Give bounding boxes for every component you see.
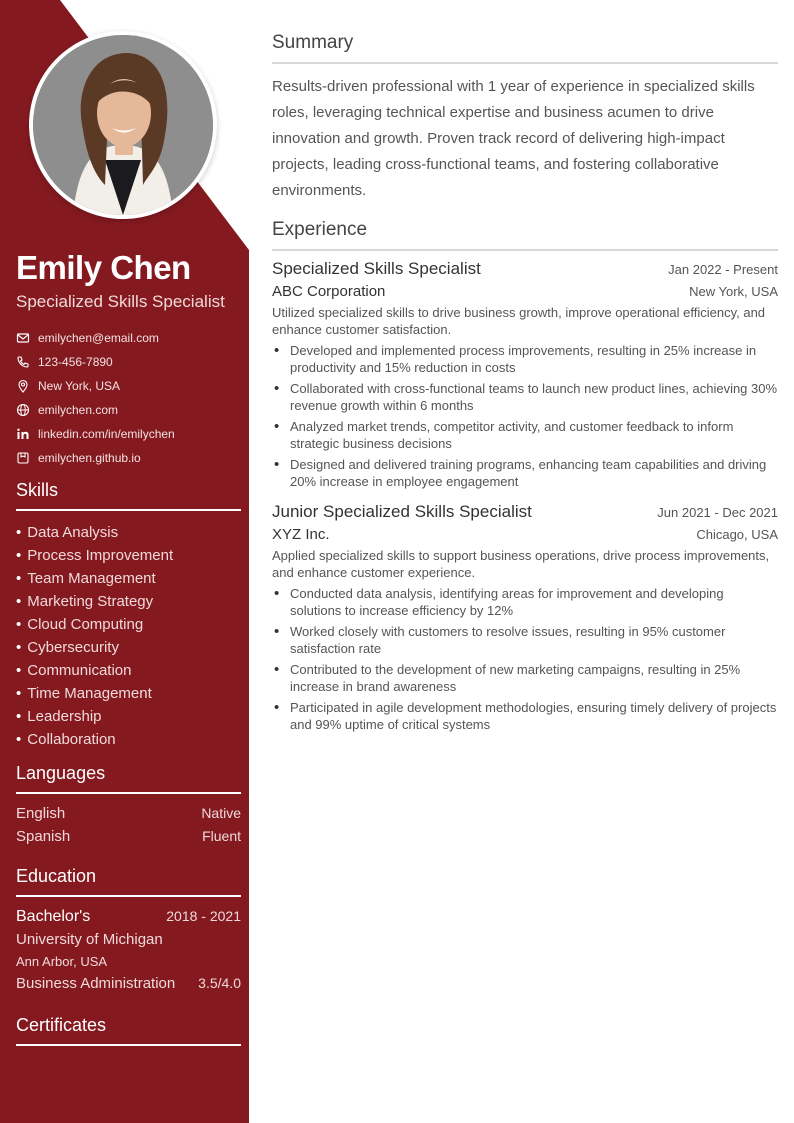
contact-github[interactable] (16, 446, 241, 470)
education-years: 2018 - 2021 (166, 908, 241, 924)
education-section (16, 866, 241, 995)
contact-website[interactable] (16, 398, 241, 422)
job-dates: Jan 2022 - Present (668, 262, 778, 277)
job-description: Applied specialized skills to support business operations, drive process improvements, and enhance customer experience. (272, 548, 770, 580)
contact-email[interactable] (16, 326, 241, 350)
education-heading: Education (16, 866, 241, 897)
list-item: • Designed and delivered training programs, enhancing team capabilities and driving 20% increase in employee engagement (272, 456, 778, 490)
mail-icon (16, 331, 30, 345)
job-description: Utilized specialized skills to drive business growth, improve operational efficiency, and enhance customer satisfaction. (272, 305, 766, 337)
summary-text: Results-driven professional with 1 year of experience in specialized skills roles, leveraging technical expertise and business acumen to drive innovation and growth. Proven track record of delivering high-impact projects, leading cross-functional teams, and fostering collaborative environments. (272, 78, 755, 199)
languages-section (16, 763, 241, 848)
job-bullets (272, 585, 778, 733)
sidebar (0, 0, 249, 1123)
skills-list (16, 521, 241, 751)
contact-website-text: emilychen.com (38, 403, 119, 417)
list-item: • Contributed to the development of new marketing campaigns, resulting in 25% increase in brand awareness (272, 661, 778, 695)
list-item: • Developed and implemented process improvements, resulting in 25% increase in productivity and 15% reduction in costs (272, 342, 778, 376)
list-item: • Collaborated with cross-functional teams to launch new product lines, achieving 30% revenue growth within 6 months (272, 380, 778, 414)
education-location: Ann Arbor, USA (16, 954, 108, 969)
list-item: • Communication (16, 659, 241, 682)
list-item: • Conducted data analysis, identifying areas for improvement and developing solutions to increase efficiency by 12% (272, 585, 778, 619)
experience-heading: Experience (272, 219, 778, 251)
list-item: • Worked closely with customers to resolve issues, resulting in 95% customer satisfaction rate (272, 623, 778, 657)
globe-icon (16, 403, 30, 417)
job-bullets (272, 342, 778, 490)
profile-photo (33, 35, 213, 215)
list-item: • Cybersecurity (16, 636, 241, 659)
contact-location-text: New York, USA (38, 379, 121, 393)
skills-heading: Skills (16, 480, 241, 511)
education-gpa: 3.5/4.0 (198, 975, 241, 991)
list-item: • Collaboration (16, 728, 241, 751)
job-title: Specialized Skills Specialist (272, 259, 481, 278)
experience-section (272, 219, 778, 737)
job-entry (272, 259, 778, 490)
contact-linkedin[interactable] (16, 422, 241, 446)
job-title: Junior Specialized Skills Specialist (272, 502, 532, 521)
job-location: Chicago, USA (696, 527, 778, 542)
job-location: New York, USA (689, 284, 778, 299)
contact-list (16, 326, 241, 470)
candidate-role: Specialized Skills Specialist (16, 292, 225, 311)
language-name: Spanish (16, 828, 71, 845)
education-school: University of Michigan (16, 931, 163, 948)
list-item: • Analyzed market trends, competitor activity, and customer feedback to inform strategic business decisions (272, 418, 778, 452)
summary-heading: Summary (272, 32, 778, 64)
job-company: XYZ Inc. (272, 526, 330, 543)
phone-icon (16, 355, 30, 369)
contact-linkedin-text: linkedin.com/in/emilychen (38, 427, 175, 441)
skills-section (16, 480, 241, 751)
language-row (16, 825, 241, 848)
list-item: • Leadership (16, 705, 241, 728)
github-icon (16, 451, 30, 465)
profile-photo-frame (29, 31, 217, 219)
contact-location (16, 374, 241, 398)
job-company: ABC Corporation (272, 283, 386, 300)
list-item: • Team Management (16, 567, 241, 590)
job-dates: Jun 2021 - Dec 2021 (657, 505, 778, 520)
education-field-row (16, 972, 241, 995)
language-row (16, 802, 241, 825)
language-level: Native (201, 805, 241, 821)
contact-email-text: emilychen@email.com (38, 331, 159, 345)
linkedin-icon (16, 427, 30, 441)
list-item: • Process Improvement (16, 544, 241, 567)
language-level: Fluent (202, 828, 241, 844)
certificates-heading: Certificates (16, 1015, 241, 1046)
education-degree: Bachelor's (16, 908, 91, 925)
location-pin-icon (16, 379, 30, 393)
candidate-name: Emily Chen (16, 249, 191, 286)
portrait-image (33, 35, 213, 215)
education-field: Business Administration (16, 975, 176, 992)
education-degree-row (16, 905, 241, 928)
certificates-section (16, 1015, 241, 1046)
list-item: • Time Management (16, 682, 241, 705)
list-item: • Data Analysis (16, 521, 241, 544)
list-item: • Participated in agile development methodologies, ensuring timely delivery of projects and 99% uptime of critical systems (272, 699, 778, 733)
list-item: • Marketing Strategy (16, 590, 241, 613)
job-entry (272, 502, 778, 733)
summary-section (272, 32, 778, 204)
languages-heading: Languages (16, 763, 241, 794)
list-item: • Cloud Computing (16, 613, 241, 636)
language-name: English (16, 805, 66, 822)
contact-phone-text: 123-456-7890 (38, 355, 113, 369)
contact-github-text: emilychen.github.io (38, 451, 141, 465)
contact-phone[interactable] (16, 350, 241, 374)
